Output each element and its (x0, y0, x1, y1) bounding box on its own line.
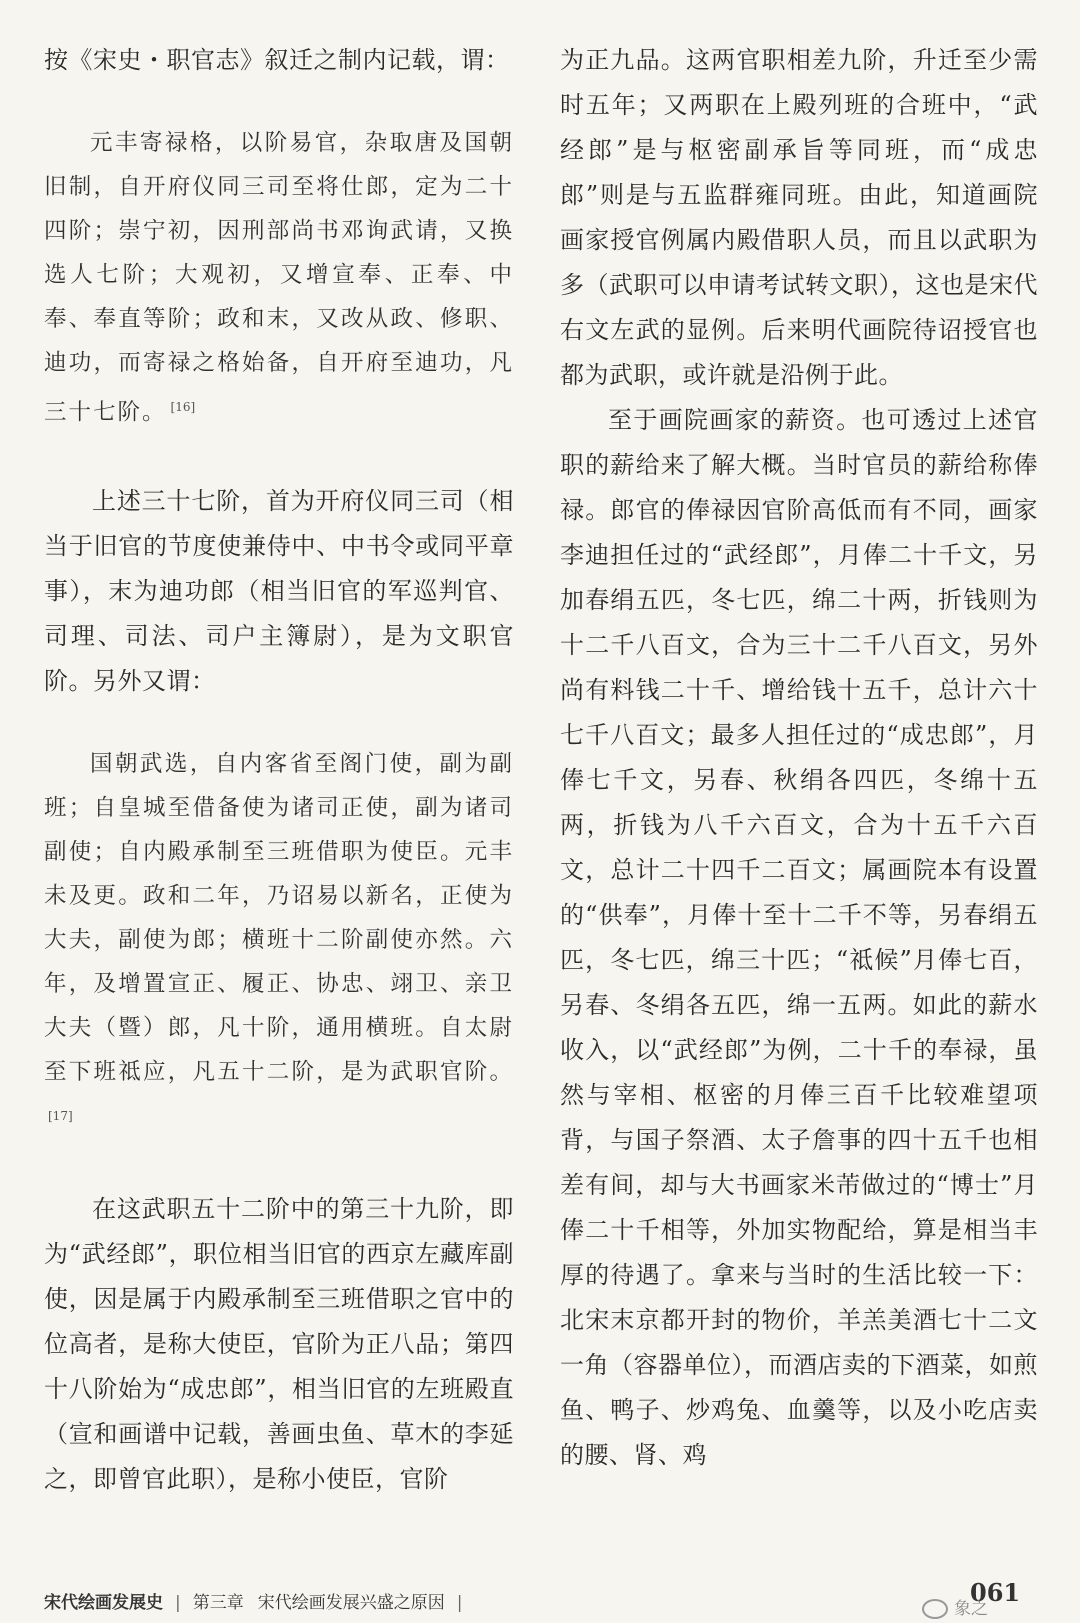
footnote-ref-17: [17] (48, 1108, 73, 1123)
quote-song-shi-military: 国朝武选，自内客省至阁门使，副为副班；自皇城至借备使为诸司正使，副为诸司副使；自内殿承制至三班借职为使臣。元丰未及更。政和二年，乃诏易以新名，正使为大夫，副使为郎；横班十二阶副使亦然。六年，及增置宣正、履正、协忠、翊卫、亲卫大夫（暨）郎，凡十阶，通用横班。自太尉至下班祗应，凡五十二阶，是为武职官阶。[17] (44, 750, 514, 1123)
footnote-ref-16: [16] (170, 400, 196, 414)
intro-paragraph: 按《宋史・职官志》叙迁之制内记载，谓： (44, 46, 510, 74)
wechat-icon (922, 1599, 948, 1619)
page-number: 061 (970, 1578, 1021, 1607)
rank-comparison-paragraph: 为正九品。这两官职相差九阶，升迁至少需时五年；又两职在上殿列班的合班中，“武经郎”是与枢密副承旨等同班，而“成忠郎”则是与五监群雍同班。由此，知道画院画家授官例属内殿借职人员，而且以武职为多（武职可以申请考试转文职），这也是宋代右文左武的显例。后来明代画院待诏授官也都为武职，或许就是沿例于此。 (560, 46, 1038, 389)
salary-paragraph: 至于画院画家的薪资。也可透过上述官职的薪给来了解大概。当时官员的薪给称俸禄。郎官的俸禄因官阶高低而有不同，画家李迪担任过的“武经郎”，月俸二十千文，另加春绢五匹，冬七匹，绵二十两，折钱则为十二千八百文，合为三十二千八百文，另外尚有料钱二十千、增给钱十五千，总计六十七千八百文；最多人担任过的“成忠郎”，月俸七千文，另春、秋绢各四匹，冬绵十五两，折钱为八千六百文，合为十五千六百文，总计二十四千二百文；属画院本有设置的“供奉”，月俸十至十二千不等，另春绢五匹，冬七匹，绵三十匹；“祗候”月俸七百，另春、冬绢各五匹，绵一五两。如此的薪水收入，以“武经郎”为例，二十千的奉禄，虽然与宰相、枢密的月俸三百千比较难望项背，与国子祭酒、太子詹事的四十五千也相差有间，却与大书画家米芾做过的“博士”月俸二十千相等，外加实物配给，算是相当丰厚的待遇了。拿来与当时的生活比较一下：北宋末京都开封的物价，羊羔美酒七十二文一角（容器单位），而酒店卖的下酒菜，如煎鱼、鸭子、炒鸡兔、血羹等，以及小吃店卖的腰、肾、鸡 (560, 406, 1038, 1469)
right-column (560, 38, 1038, 1478)
page-footer (44, 1588, 474, 1613)
book-title: 宋代绘画发展史 (44, 1593, 163, 1613)
chapter-number: 第三章 (192, 1593, 244, 1613)
footer-separator-end: | (456, 1593, 463, 1613)
footer-separator: | (175, 1593, 181, 1613)
military-ranks-paragraph: 在这武职五十二阶中的第三十九阶，即为“武经郎”，职位相当旧官的西京左藏库副使，因是属于内殿承制至三班借职之官中的位高者，是称大使臣，官阶为正八品；第四十八阶始为“成忠郎”，相当旧官的左班殿直（宣和画谱中记载，善画虫鱼、草木的李延之，即曾官此职），是称小使臣，官阶 (44, 1195, 514, 1493)
watermark-text: 象之 (954, 1599, 988, 1619)
left-column (44, 38, 514, 1502)
chapter-title: 宋代绘画发展兴盛之原因 (257, 1593, 445, 1613)
civil-ranks-paragraph: 上述三十七阶，首为开府仪同三司（相当于旧官的节度使兼侍中、中书令或同平章事），末为迪功郎（相当旧官的军巡判官、司理、司法、司户主簿尉），是为文职官阶。另外又谓： (44, 486, 514, 695)
quote-song-shi-civil: 元丰寄禄格，以阶易官，杂取唐及国朝旧制，自开府仪同三司至将仕郎，定为二十四阶；崇宁初，因刑部尚书邓询武请，又换选人七阶；大观初，又增宣奉、正奉、中奉、奉直等阶；政和末，又改从政、修职、迪功，而寄禄之格始备，自开府至迪功，凡三十七阶。 [16] (44, 130, 514, 426)
watermark (922, 1594, 988, 1619)
